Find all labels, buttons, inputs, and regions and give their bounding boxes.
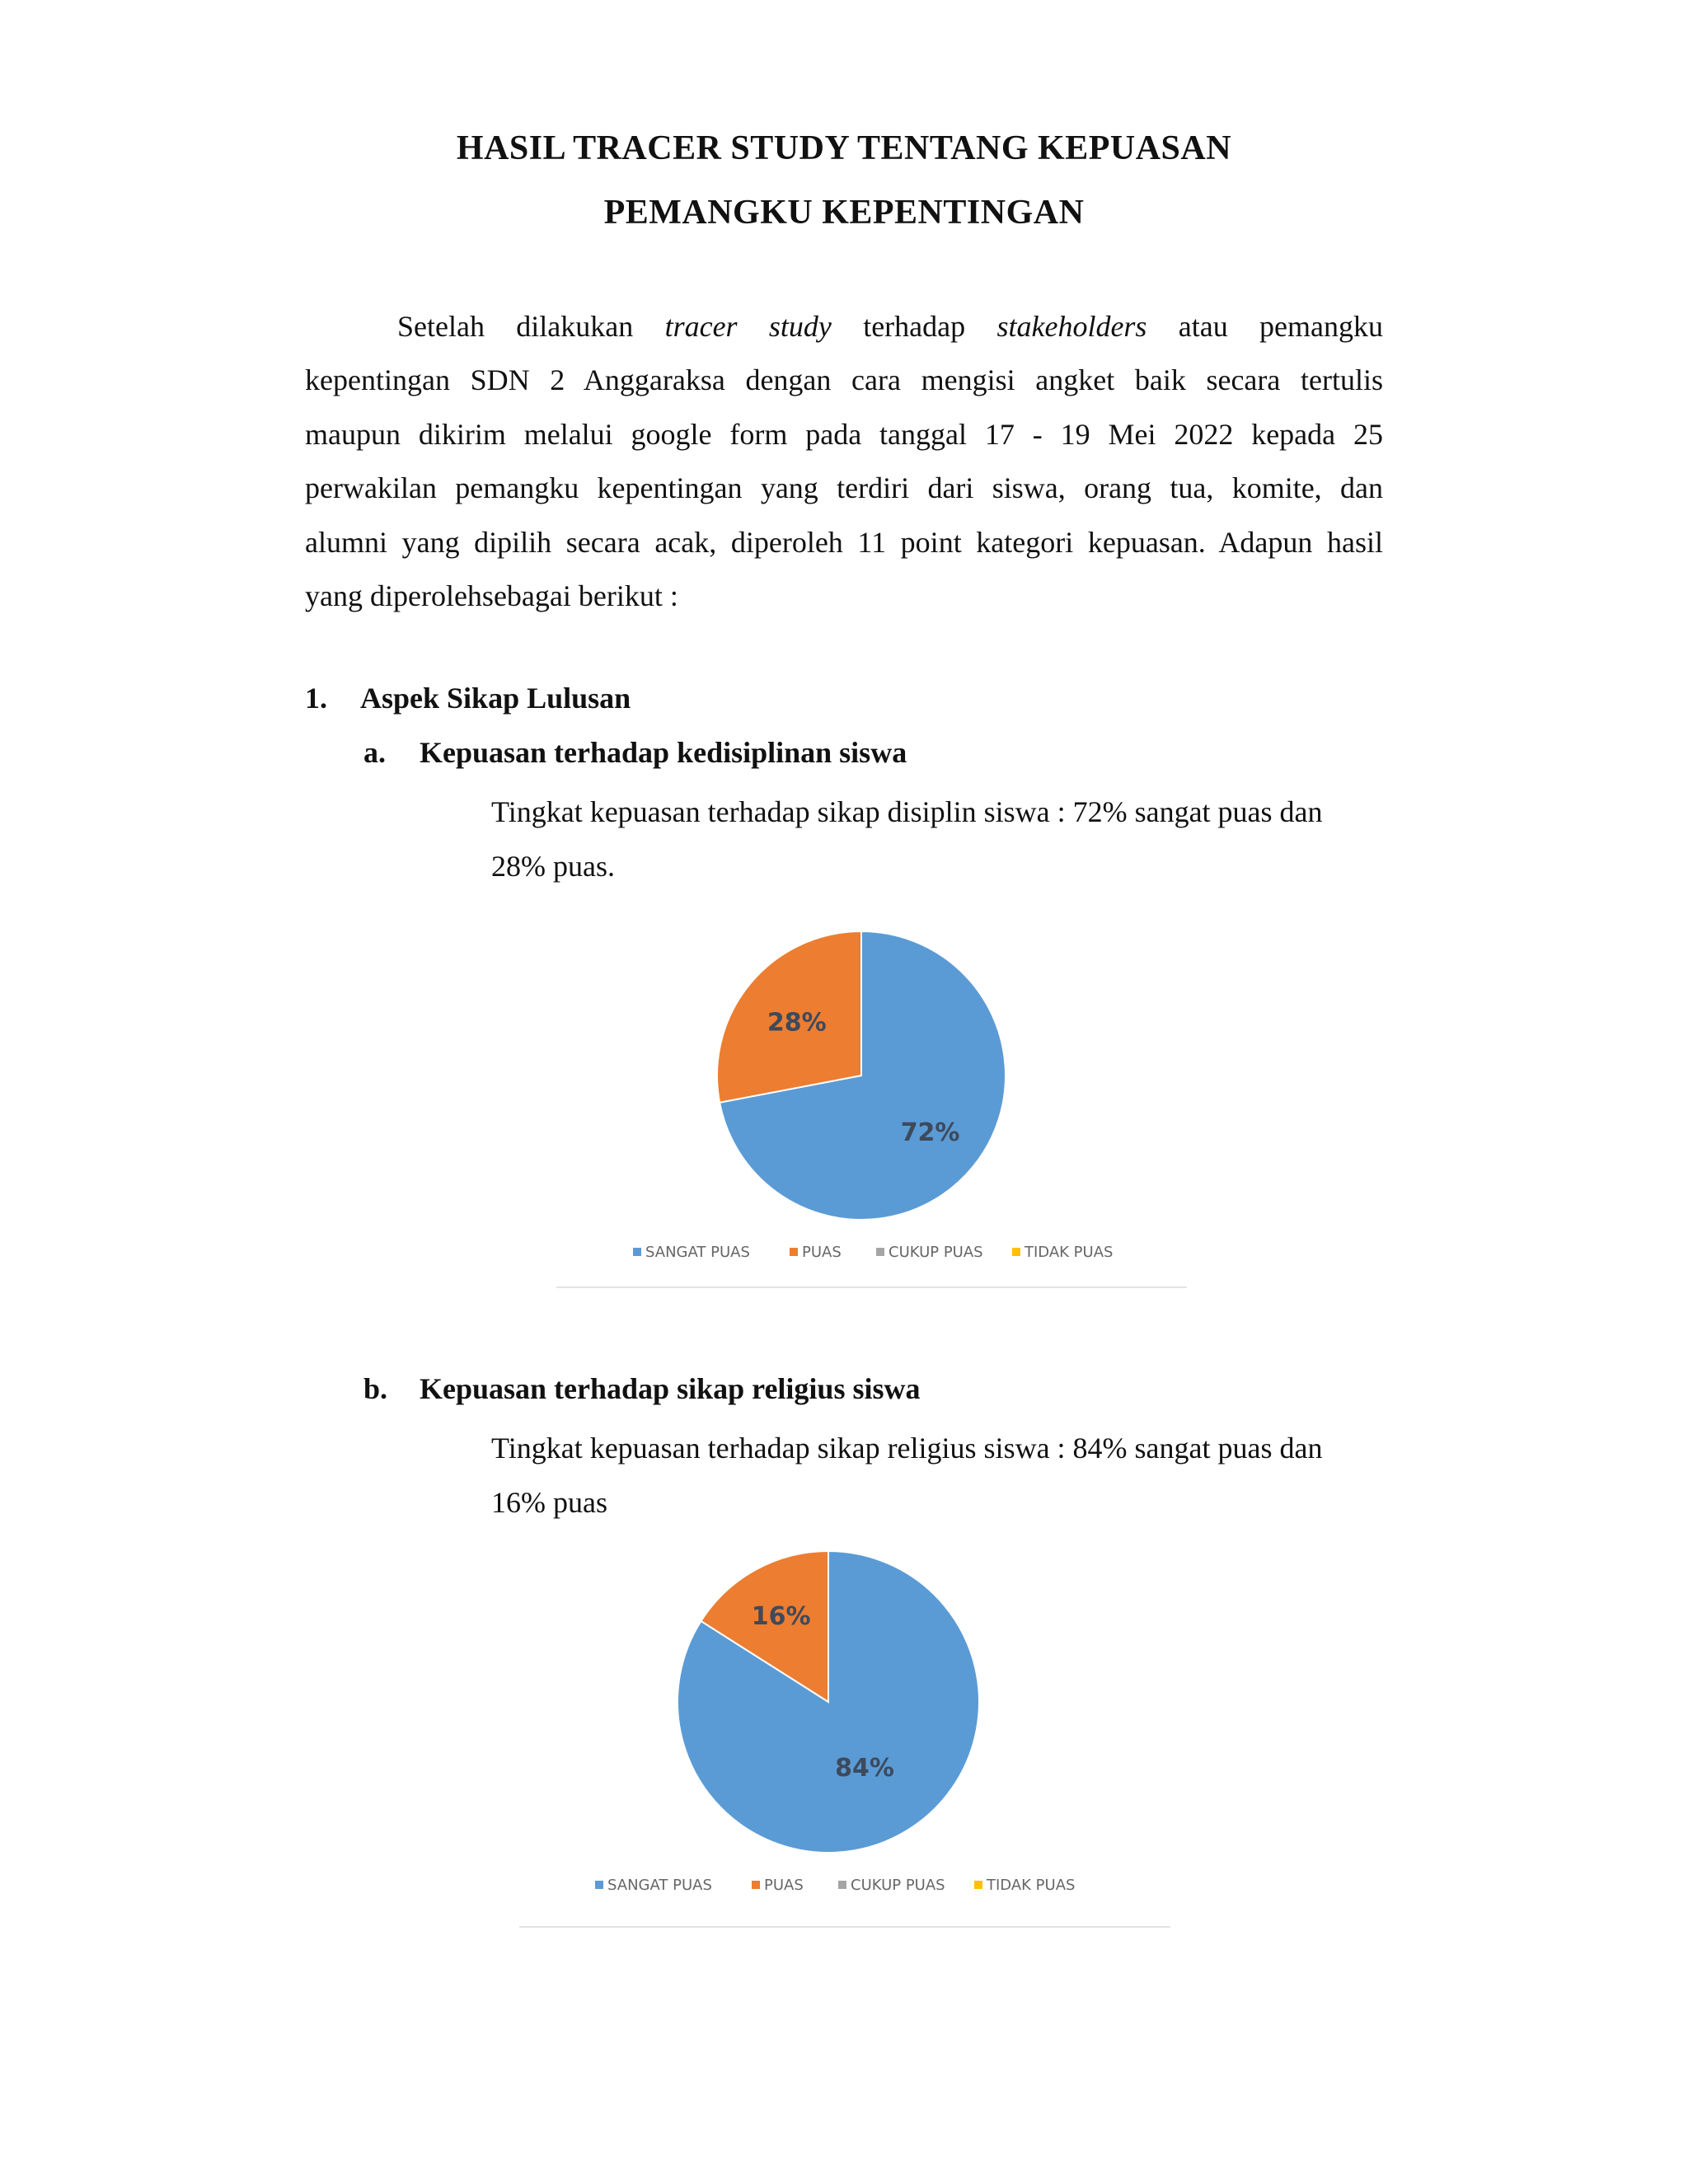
legend-label: SANGAT PUAS (607, 1877, 712, 1894)
intro-line-6: yang diperolehsebagai berikut : (305, 579, 678, 613)
subsection-letter-b: b. (363, 1372, 388, 1405)
pie-data-label: 72% (900, 1118, 960, 1148)
legend-label: PUAS (802, 1244, 842, 1261)
legend-swatch (974, 1881, 982, 1889)
pie-chart-religious (511, 1533, 1170, 1937)
subsection-text-b-line-2: 16% puas (491, 1486, 607, 1519)
subsection-text-a-line-2: 28% puas. (491, 850, 615, 883)
subsection-text-a-line-1: Tingkat kepuasan terhadap sikap disiplin siswa : 72% sangat puas dan (491, 795, 1323, 828)
legend-swatch (790, 1248, 798, 1256)
intro-line-3: maupun dikirim melalui google form pada tanggal 17 - 19 Mei 2022 kepada 25 (305, 417, 1383, 451)
intro-paragraph (305, 300, 1383, 623)
subsection-letter-a: a. (363, 736, 386, 769)
intro-line-2: kepentingan SDN 2 Anggaraksa dengan cara mengisi angket baik secara tertulis (305, 363, 1383, 397)
intro-text: terhadap (863, 310, 966, 343)
section-title: Aspek Sikap Lulusan (360, 682, 631, 715)
subsection-text-b (491, 1421, 1390, 1530)
intro-italic-term: tracer study (664, 310, 832, 343)
pie-data-label: 16% (751, 1601, 811, 1631)
intro-line-4: perwakilan pemangku kepentingan yang terdiri dari siswa, orang tua, komite, dan (305, 471, 1383, 505)
chart-legend (633, 1244, 1113, 1261)
section-number: 1. (305, 682, 327, 715)
subsection-title-b: Kepuasan terhadap sikap religius siswa (420, 1372, 921, 1405)
subsection-text-a (491, 785, 1390, 893)
intro-italic-term: stakeholders (996, 310, 1147, 343)
subsection-title-a: Kepuasan terhadap kedisiplinan siswa (420, 736, 907, 769)
document-title-line-2: PEMANGKU KEPENTINGAN (603, 194, 1085, 232)
pie-data-label: 28% (767, 1008, 827, 1038)
intro-text: atau pemangku (1178, 310, 1384, 343)
legend-label: TIDAK PUAS (987, 1877, 1076, 1894)
legend-label: CUKUP PUAS (851, 1877, 945, 1894)
pie-chart-discipline (544, 907, 1187, 1294)
intro-line-5: alumni yang dipilih secara acak, diperoleh 11 point kategori kepuasan. Adapun hasil (305, 525, 1383, 559)
subsection-text-b-line-1: Tingkat kepuasan terhadap sikap religius siswa : 84% sangat puas dan (491, 1432, 1323, 1465)
chart-legend (595, 1877, 1075, 1894)
legend-swatch (1012, 1248, 1020, 1256)
legend-swatch (752, 1881, 760, 1889)
legend-label: SANGAT PUAS (645, 1244, 750, 1261)
intro-line-1 (305, 300, 1383, 354)
pie-slices (678, 1551, 979, 1853)
legend-swatch (876, 1248, 884, 1256)
legend-label: TIDAK PUAS (1025, 1244, 1114, 1261)
legend-swatch (838, 1881, 846, 1889)
document-title-line-1: HASIL TRACER STUDY TENTANG KEPUASAN (456, 129, 1232, 167)
pie-data-label: 84% (835, 1754, 894, 1783)
legend-swatch (595, 1881, 603, 1889)
pie-slices (717, 931, 1006, 1220)
intro-text: Setelah dilakukan (397, 310, 634, 343)
legend-label: PUAS (764, 1877, 804, 1894)
legend-label: CUKUP PUAS (889, 1244, 983, 1261)
legend-swatch (633, 1248, 641, 1256)
